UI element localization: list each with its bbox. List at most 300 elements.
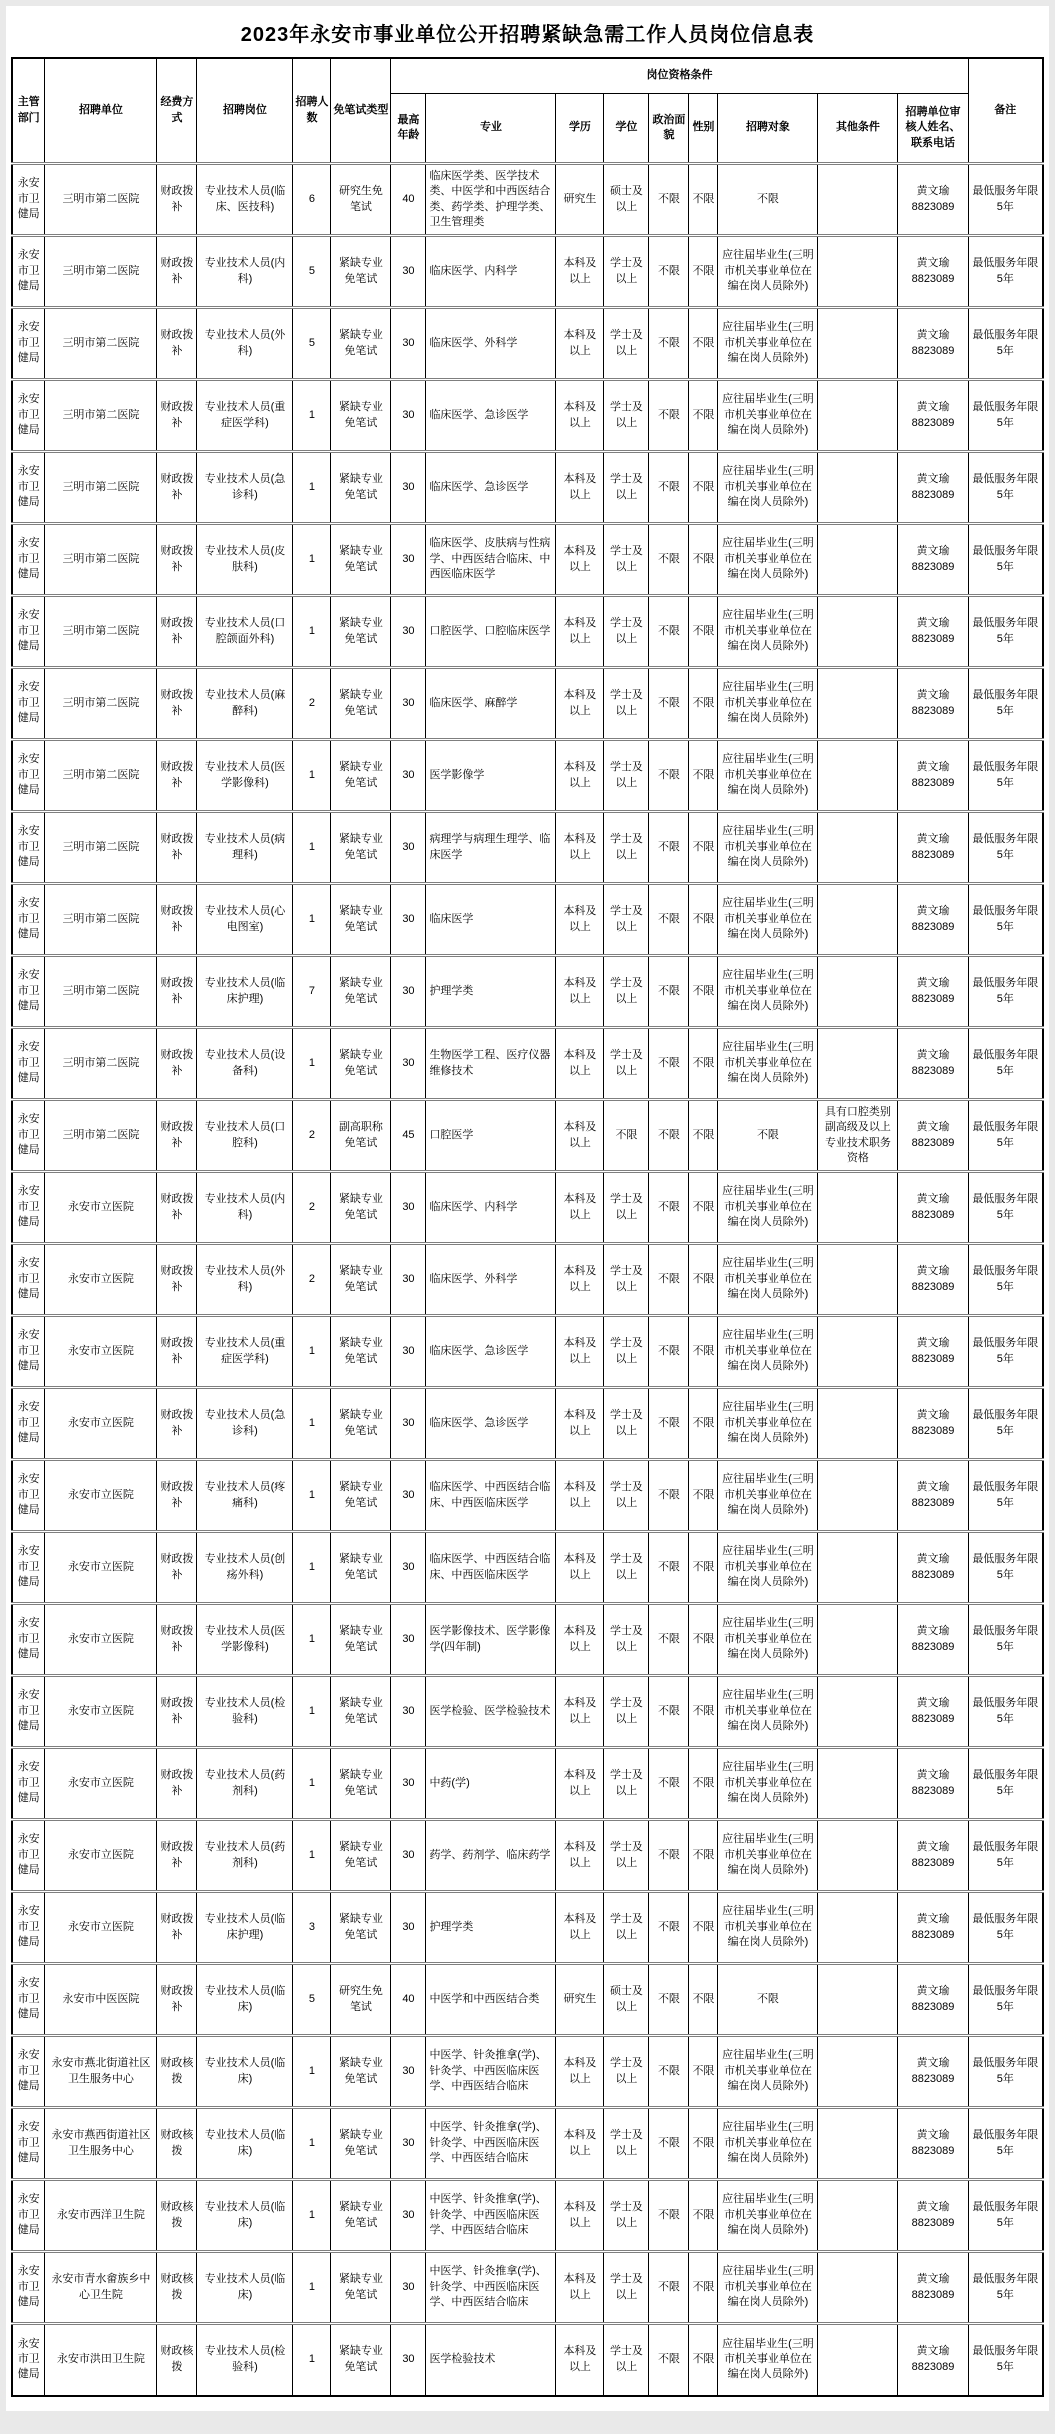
cell-unit: 三明市第二医院	[45, 884, 157, 956]
cell-dept: 永安市卫健局	[12, 308, 45, 380]
cell-exempt-type: 紧缺专业免笔试	[331, 1388, 391, 1460]
cell-other-cond	[818, 308, 898, 380]
cell-reviewer	[898, 740, 968, 812]
cell-major: 临床医学、急诊医学	[426, 380, 556, 452]
cell-funding: 财政拨补	[157, 1532, 197, 1604]
cell-major: 中医学、针灸推拿(学)、针灸学、中西医临床医学、中西医结合临床	[426, 2108, 556, 2180]
cell-political: 不限	[649, 2036, 689, 2108]
cell-degree: 不限	[604, 1100, 649, 1172]
cell-funding: 财政拨补	[157, 1748, 197, 1820]
cell-major: 口腔医学	[426, 1100, 556, 1172]
cell-remark: 最低服务年限5年	[968, 1532, 1043, 1604]
cell-political: 不限	[649, 1388, 689, 1460]
reviewer-phone: 8823089	[911, 1424, 955, 1437]
cell-other-cond	[818, 668, 898, 740]
cell-reviewer	[898, 1388, 968, 1460]
cell-unit: 永安市立医院	[45, 1316, 157, 1388]
cell-max-age: 30	[391, 668, 426, 740]
cell-education: 本科及以上	[556, 1892, 604, 1964]
cell-other-cond	[818, 1316, 898, 1388]
cell-exempt-type: 紧缺专业免笔试	[331, 2036, 391, 2108]
reviewer-phone: 8823089	[911, 1280, 955, 1293]
cell-major: 中药(学)	[426, 1748, 556, 1820]
cell-gender: 不限	[689, 1244, 718, 1316]
reviewer-phone: 8823089	[911, 1640, 955, 1653]
cell-position: 专业技术人员(内科)	[197, 1172, 293, 1244]
cell-target: 应往届毕业生(三明市机关事业单位在编在岗人员除外)	[718, 236, 818, 308]
cell-exempt-type: 紧缺专业免笔试	[331, 884, 391, 956]
cell-degree: 学士及以上	[604, 2108, 649, 2180]
cell-max-age: 40	[391, 1964, 426, 2036]
cell-count: 5	[293, 308, 331, 380]
cell-education: 本科及以上	[556, 1100, 604, 1172]
cell-education: 本科及以上	[556, 1604, 604, 1676]
cell-target: 应往届毕业生(三明市机关事业单位在编在岗人员除外)	[718, 668, 818, 740]
cell-political: 不限	[649, 812, 689, 884]
reviewer-name: 黄文瑜	[916, 1265, 950, 1278]
cell-reviewer	[898, 1100, 968, 1172]
cell-target: 不限	[718, 1100, 818, 1172]
cell-funding: 财政拨补	[157, 452, 197, 524]
cell-max-age: 30	[391, 2324, 426, 2396]
reviewer-name: 黄文瑜	[916, 2057, 950, 2070]
cell-funding: 财政拨补	[157, 884, 197, 956]
cell-major: 临床医学、麻醉学	[426, 668, 556, 740]
cell-funding: 财政核拨	[157, 2108, 197, 2180]
cell-remark: 最低服务年限5年	[968, 1172, 1043, 1244]
reviewer-phone: 8823089	[911, 200, 955, 213]
header-qualifications-group: 岗位资格条件	[391, 58, 968, 94]
cell-funding: 财政拨补	[157, 956, 197, 1028]
cell-unit: 永安市立医院	[45, 1820, 157, 1892]
table-row	[12, 2108, 1043, 2180]
cell-position: 专业技术人员(创疡外科)	[197, 1532, 293, 1604]
cell-political: 不限	[649, 452, 689, 524]
cell-position: 专业技术人员(检验科)	[197, 1676, 293, 1748]
cell-count: 1	[293, 596, 331, 668]
cell-education: 本科及以上	[556, 1820, 604, 1892]
cell-degree: 学士及以上	[604, 1532, 649, 1604]
reviewer-phone: 8823089	[911, 560, 955, 573]
cell-dept: 永安市卫健局	[12, 812, 45, 884]
cell-gender: 不限	[689, 236, 718, 308]
cell-remark: 最低服务年限5年	[968, 1892, 1043, 1964]
cell-education: 本科及以上	[556, 812, 604, 884]
cell-funding: 财政拨补	[157, 1820, 197, 1892]
cell-unit: 三明市第二医院	[45, 524, 157, 596]
cell-unit: 永安市中医医院	[45, 1964, 157, 2036]
cell-gender: 不限	[689, 2252, 718, 2324]
cell-position: 专业技术人员(医学影像科)	[197, 740, 293, 812]
cell-degree: 学士及以上	[604, 1172, 649, 1244]
reviewer-phone: 8823089	[911, 344, 955, 357]
cell-other-cond	[818, 2180, 898, 2252]
cell-political: 不限	[649, 1604, 689, 1676]
cell-political: 不限	[649, 1172, 689, 1244]
table-row	[12, 956, 1043, 1028]
cell-gender: 不限	[689, 956, 718, 1028]
cell-funding: 财政核拨	[157, 2324, 197, 2396]
cell-count: 1	[293, 1820, 331, 1892]
header-gender: 性别	[689, 94, 718, 164]
cell-degree: 硕士及以上	[604, 1964, 649, 2036]
cell-target: 应往届毕业生(三明市机关事业单位在编在岗人员除外)	[718, 1460, 818, 1532]
cell-gender: 不限	[689, 1460, 718, 1532]
cell-other-cond	[818, 1388, 898, 1460]
cell-degree: 学士及以上	[604, 2036, 649, 2108]
cell-major: 临床医学、中西医结合临床、中西医临床医学	[426, 1460, 556, 1532]
cell-education: 本科及以上	[556, 308, 604, 380]
cell-count: 1	[293, 2036, 331, 2108]
reviewer-phone: 8823089	[911, 1208, 955, 1221]
cell-degree: 学士及以上	[604, 1604, 649, 1676]
cell-political: 不限	[649, 1892, 689, 1964]
reviewer-name: 黄文瑜	[916, 1121, 950, 1134]
cell-funding: 财政拨补	[157, 164, 197, 236]
reviewer-name: 黄文瑜	[916, 1553, 950, 1566]
cell-major: 临床医学、中西医结合临床、中西医临床医学	[426, 1532, 556, 1604]
cell-remark: 最低服务年限5年	[968, 2180, 1043, 2252]
cell-degree: 学士及以上	[604, 308, 649, 380]
cell-target: 应往届毕业生(三明市机关事业单位在编在岗人员除外)	[718, 956, 818, 1028]
cell-exempt-type: 紧缺专业免笔试	[331, 2180, 391, 2252]
cell-target: 应往届毕业生(三明市机关事业单位在编在岗人员除外)	[718, 1892, 818, 1964]
table-row	[12, 1892, 1043, 1964]
cell-unit: 永安市西洋卫生院	[45, 2180, 157, 2252]
cell-remark: 最低服务年限5年	[968, 2252, 1043, 2324]
cell-count: 1	[293, 1676, 331, 1748]
cell-count: 1	[293, 380, 331, 452]
cell-target: 应往届毕业生(三明市机关事业单位在编在岗人员除外)	[718, 1820, 818, 1892]
cell-dept: 永安市卫健局	[12, 2252, 45, 2324]
cell-count: 5	[293, 1964, 331, 2036]
cell-count: 2	[293, 1244, 331, 1316]
cell-other-cond	[818, 1460, 898, 1532]
cell-count: 1	[293, 740, 331, 812]
cell-reviewer	[898, 1820, 968, 1892]
cell-unit: 永安市洪田卫生院	[45, 2324, 157, 2396]
table-row	[12, 452, 1043, 524]
cell-funding: 财政拨补	[157, 740, 197, 812]
reviewer-phone: 8823089	[911, 488, 955, 501]
cell-dept: 永安市卫健局	[12, 1172, 45, 1244]
cell-dept: 永安市卫健局	[12, 2108, 45, 2180]
cell-count: 1	[293, 884, 331, 956]
header-exempt-type: 免笔试类型	[331, 58, 391, 164]
cell-position: 专业技术人员(临床)	[197, 2252, 293, 2324]
cell-degree: 学士及以上	[604, 236, 649, 308]
cell-major: 临床医学、急诊医学	[426, 452, 556, 524]
cell-reviewer	[898, 1460, 968, 1532]
reviewer-name: 黄文瑜	[916, 2129, 950, 2142]
cell-political: 不限	[649, 596, 689, 668]
cell-education: 研究生	[556, 1964, 604, 2036]
reviewer-name: 黄文瑜	[916, 1913, 950, 1926]
cell-remark: 最低服务年限5年	[968, 596, 1043, 668]
cell-reviewer	[898, 1892, 968, 1964]
cell-other-cond	[818, 1820, 898, 1892]
header-row-group	[12, 58, 1043, 94]
cell-position: 专业技术人员(临床护理)	[197, 956, 293, 1028]
cell-major: 中医学、针灸推拿(学)、针灸学、中西医临床医学、中西医结合临床	[426, 2036, 556, 2108]
cell-degree: 学士及以上	[604, 812, 649, 884]
cell-remark: 最低服务年限5年	[968, 2324, 1043, 2396]
cell-education: 研究生	[556, 164, 604, 236]
cell-count: 1	[293, 1028, 331, 1100]
cell-max-age: 30	[391, 1316, 426, 1388]
cell-target: 不限	[718, 164, 818, 236]
cell-exempt-type: 紧缺专业免笔试	[331, 308, 391, 380]
reviewer-phone: 8823089	[911, 1856, 955, 1869]
cell-max-age: 30	[391, 1532, 426, 1604]
cell-major: 中医学和中西医结合类	[426, 1964, 556, 2036]
header-target: 招聘对象	[718, 94, 818, 164]
cell-education: 本科及以上	[556, 380, 604, 452]
cell-position: 专业技术人员(医学影像科)	[197, 1604, 293, 1676]
cell-funding: 财政拨补	[157, 1316, 197, 1388]
reviewer-phone: 8823089	[911, 1136, 955, 1149]
table-row	[12, 1532, 1043, 1604]
cell-dept: 永安市卫健局	[12, 1028, 45, 1100]
cell-dept: 永安市卫健局	[12, 380, 45, 452]
cell-unit: 三明市第二医院	[45, 956, 157, 1028]
cell-position: 专业技术人员(临床)	[197, 2108, 293, 2180]
cell-degree: 学士及以上	[604, 1460, 649, 1532]
cell-count: 1	[293, 2180, 331, 2252]
cell-major: 医学影像学	[426, 740, 556, 812]
cell-dept: 永安市卫健局	[12, 236, 45, 308]
cell-dept: 永安市卫健局	[12, 1244, 45, 1316]
cell-gender: 不限	[689, 380, 718, 452]
cell-gender: 不限	[689, 884, 718, 956]
cell-remark: 最低服务年限5年	[968, 1460, 1043, 1532]
table-row	[12, 1604, 1043, 1676]
reviewer-phone: 8823089	[911, 776, 955, 789]
cell-target: 应往届毕业生(三明市机关事业单位在编在岗人员除外)	[718, 884, 818, 956]
cell-political: 不限	[649, 2324, 689, 2396]
cell-exempt-type: 紧缺专业免笔试	[331, 1244, 391, 1316]
cell-education: 本科及以上	[556, 1244, 604, 1316]
cell-political: 不限	[649, 2180, 689, 2252]
table-row	[12, 164, 1043, 236]
table-row	[12, 2036, 1043, 2108]
reviewer-name: 黄文瑜	[916, 1985, 950, 1998]
cell-dept: 永安市卫健局	[12, 1964, 45, 2036]
cell-gender: 不限	[689, 452, 718, 524]
cell-degree: 学士及以上	[604, 2252, 649, 2324]
cell-count: 1	[293, 1316, 331, 1388]
cell-gender: 不限	[689, 1100, 718, 1172]
cell-major: 医学检验技术	[426, 2324, 556, 2396]
cell-education: 本科及以上	[556, 1172, 604, 1244]
cell-major: 临床医学、外科学	[426, 1244, 556, 1316]
cell-major: 口腔医学、口腔临床医学	[426, 596, 556, 668]
cell-degree: 学士及以上	[604, 668, 649, 740]
reviewer-name: 黄文瑜	[916, 1625, 950, 1638]
cell-unit: 永安市燕北街道社区卫生服务中心	[45, 2036, 157, 2108]
cell-exempt-type: 紧缺专业免笔试	[331, 2324, 391, 2396]
cell-other-cond	[818, 596, 898, 668]
cell-count: 1	[293, 2252, 331, 2324]
cell-exempt-type: 紧缺专业免笔试	[331, 1604, 391, 1676]
reviewer-phone: 8823089	[911, 1568, 955, 1581]
cell-count: 1	[293, 1532, 331, 1604]
reviewer-name: 黄文瑜	[916, 1409, 950, 1422]
cell-reviewer	[898, 1028, 968, 1100]
cell-dept: 永安市卫健局	[12, 956, 45, 1028]
cell-other-cond	[818, 452, 898, 524]
cell-political: 不限	[649, 1964, 689, 2036]
cell-dept: 永安市卫健局	[12, 2180, 45, 2252]
cell-position: 专业技术人员(临床护理)	[197, 1892, 293, 1964]
cell-funding: 财政拨补	[157, 1964, 197, 2036]
cell-remark: 最低服务年限5年	[968, 956, 1043, 1028]
cell-major: 临床医学类、医学技术类、中医学和中西医结合类、药学类、护理学类、卫生管理类	[426, 164, 556, 236]
cell-dept: 永安市卫健局	[12, 1820, 45, 1892]
table-row	[12, 740, 1043, 812]
cell-reviewer	[898, 956, 968, 1028]
cell-reviewer	[898, 1172, 968, 1244]
reviewer-name: 黄文瑜	[916, 1841, 950, 1854]
cell-unit: 三明市第二医院	[45, 668, 157, 740]
cell-education: 本科及以上	[556, 2180, 604, 2252]
cell-reviewer	[898, 1316, 968, 1388]
cell-target: 应往届毕业生(三明市机关事业单位在编在岗人员除外)	[718, 740, 818, 812]
cell-education: 本科及以上	[556, 1532, 604, 1604]
cell-remark: 最低服务年限5年	[968, 1244, 1043, 1316]
cell-education: 本科及以上	[556, 2036, 604, 2108]
cell-max-age: 30	[391, 524, 426, 596]
cell-count: 6	[293, 164, 331, 236]
cell-exempt-type: 紧缺专业免笔试	[331, 1532, 391, 1604]
cell-position: 专业技术人员(疼痛科)	[197, 1460, 293, 1532]
cell-position: 专业技术人员(急诊科)	[197, 452, 293, 524]
cell-other-cond	[818, 884, 898, 956]
cell-target: 应往届毕业生(三明市机关事业单位在编在岗人员除外)	[718, 1028, 818, 1100]
document-page	[6, 6, 1049, 2411]
table-row	[12, 1460, 1043, 1532]
cell-political: 不限	[649, 236, 689, 308]
cell-other-cond	[818, 1532, 898, 1604]
table-row	[12, 236, 1043, 308]
cell-other-cond	[818, 812, 898, 884]
cell-degree: 学士及以上	[604, 1244, 649, 1316]
cell-exempt-type: 紧缺专业免笔试	[331, 236, 391, 308]
cell-major: 医学影像技术、医学影像学(四年制)	[426, 1604, 556, 1676]
cell-max-age: 30	[391, 1388, 426, 1460]
header-remark: 备注	[968, 58, 1043, 164]
cell-count: 1	[293, 812, 331, 884]
cell-position: 专业技术人员(急诊科)	[197, 1388, 293, 1460]
cell-remark: 最低服务年限5年	[968, 668, 1043, 740]
cell-degree: 学士及以上	[604, 524, 649, 596]
cell-gender: 不限	[689, 1172, 718, 1244]
cell-education: 本科及以上	[556, 596, 604, 668]
cell-unit: 三明市第二医院	[45, 452, 157, 524]
cell-exempt-type: 紧缺专业免笔试	[331, 1892, 391, 1964]
reviewer-name: 黄文瑜	[916, 545, 950, 558]
cell-gender: 不限	[689, 2036, 718, 2108]
cell-unit: 三明市第二医院	[45, 1028, 157, 1100]
cell-other-cond	[818, 1748, 898, 1820]
cell-education: 本科及以上	[556, 668, 604, 740]
cell-dept: 永安市卫健局	[12, 740, 45, 812]
cell-reviewer	[898, 452, 968, 524]
cell-remark: 最低服务年限5年	[968, 1316, 1043, 1388]
cell-gender: 不限	[689, 1892, 718, 1964]
cell-major: 病理学与病理生理学、临床医学	[426, 812, 556, 884]
cell-degree: 学士及以上	[604, 2180, 649, 2252]
header-degree: 学位	[604, 94, 649, 164]
cell-position: 专业技术人员(麻醉科)	[197, 668, 293, 740]
cell-major: 生物医学工程、医疗仪器维修技术	[426, 1028, 556, 1100]
cell-political: 不限	[649, 1244, 689, 1316]
header-political: 政治面貌	[649, 94, 689, 164]
table-body	[12, 164, 1043, 2396]
cell-funding: 财政拨补	[157, 1388, 197, 1460]
cell-funding: 财政拨补	[157, 524, 197, 596]
cell-gender: 不限	[689, 1676, 718, 1748]
cell-target: 应往届毕业生(三明市机关事业单位在编在岗人员除外)	[718, 1676, 818, 1748]
cell-unit: 三明市第二医院	[45, 596, 157, 668]
cell-reviewer	[898, 308, 968, 380]
reviewer-phone: 8823089	[911, 704, 955, 717]
cell-max-age: 30	[391, 1244, 426, 1316]
cell-exempt-type: 紧缺专业免笔试	[331, 452, 391, 524]
cell-remark: 最低服务年限5年	[968, 452, 1043, 524]
cell-dept: 永安市卫健局	[12, 1748, 45, 1820]
cell-dept: 永安市卫健局	[12, 1604, 45, 1676]
cell-remark: 最低服务年限5年	[968, 1604, 1043, 1676]
cell-target: 应往届毕业生(三明市机关事业单位在编在岗人员除外)	[718, 1388, 818, 1460]
table-row	[12, 1820, 1043, 1892]
cell-gender: 不限	[689, 1316, 718, 1388]
cell-target: 应往届毕业生(三明市机关事业单位在编在岗人员除外)	[718, 812, 818, 884]
cell-other-cond	[818, 956, 898, 1028]
cell-gender: 不限	[689, 596, 718, 668]
reviewer-name: 黄文瑜	[916, 1481, 950, 1494]
cell-target: 应往届毕业生(三明市机关事业单位在编在岗人员除外)	[718, 524, 818, 596]
cell-unit: 永安市立医院	[45, 1748, 157, 1820]
cell-unit: 永安市立医院	[45, 1604, 157, 1676]
cell-max-age: 40	[391, 164, 426, 236]
cell-count: 2	[293, 668, 331, 740]
cell-dept: 永安市卫健局	[12, 668, 45, 740]
cell-max-age: 30	[391, 2036, 426, 2108]
cell-degree: 学士及以上	[604, 2324, 649, 2396]
cell-unit: 永安市立医院	[45, 1892, 157, 1964]
reviewer-phone: 8823089	[911, 1928, 955, 1941]
cell-target: 应往届毕业生(三明市机关事业单位在编在岗人员除外)	[718, 380, 818, 452]
cell-dept: 永安市卫健局	[12, 1892, 45, 1964]
cell-gender: 不限	[689, 668, 718, 740]
cell-major: 临床医学、内科学	[426, 236, 556, 308]
cell-exempt-type: 紧缺专业免笔试	[331, 668, 391, 740]
cell-dept: 永安市卫健局	[12, 1676, 45, 1748]
cell-education: 本科及以上	[556, 1748, 604, 1820]
cell-count: 2	[293, 1100, 331, 1172]
cell-remark: 最低服务年限5年	[968, 380, 1043, 452]
cell-political: 不限	[649, 164, 689, 236]
cell-target: 应往届毕业生(三明市机关事业单位在编在岗人员除外)	[718, 1748, 818, 1820]
reviewer-name: 黄文瑜	[916, 185, 950, 198]
table-row	[12, 1172, 1043, 1244]
cell-other-cond	[818, 2324, 898, 2396]
table-row	[12, 1316, 1043, 1388]
cell-count: 1	[293, 524, 331, 596]
cell-count: 2	[293, 1172, 331, 1244]
cell-other-cond	[818, 380, 898, 452]
